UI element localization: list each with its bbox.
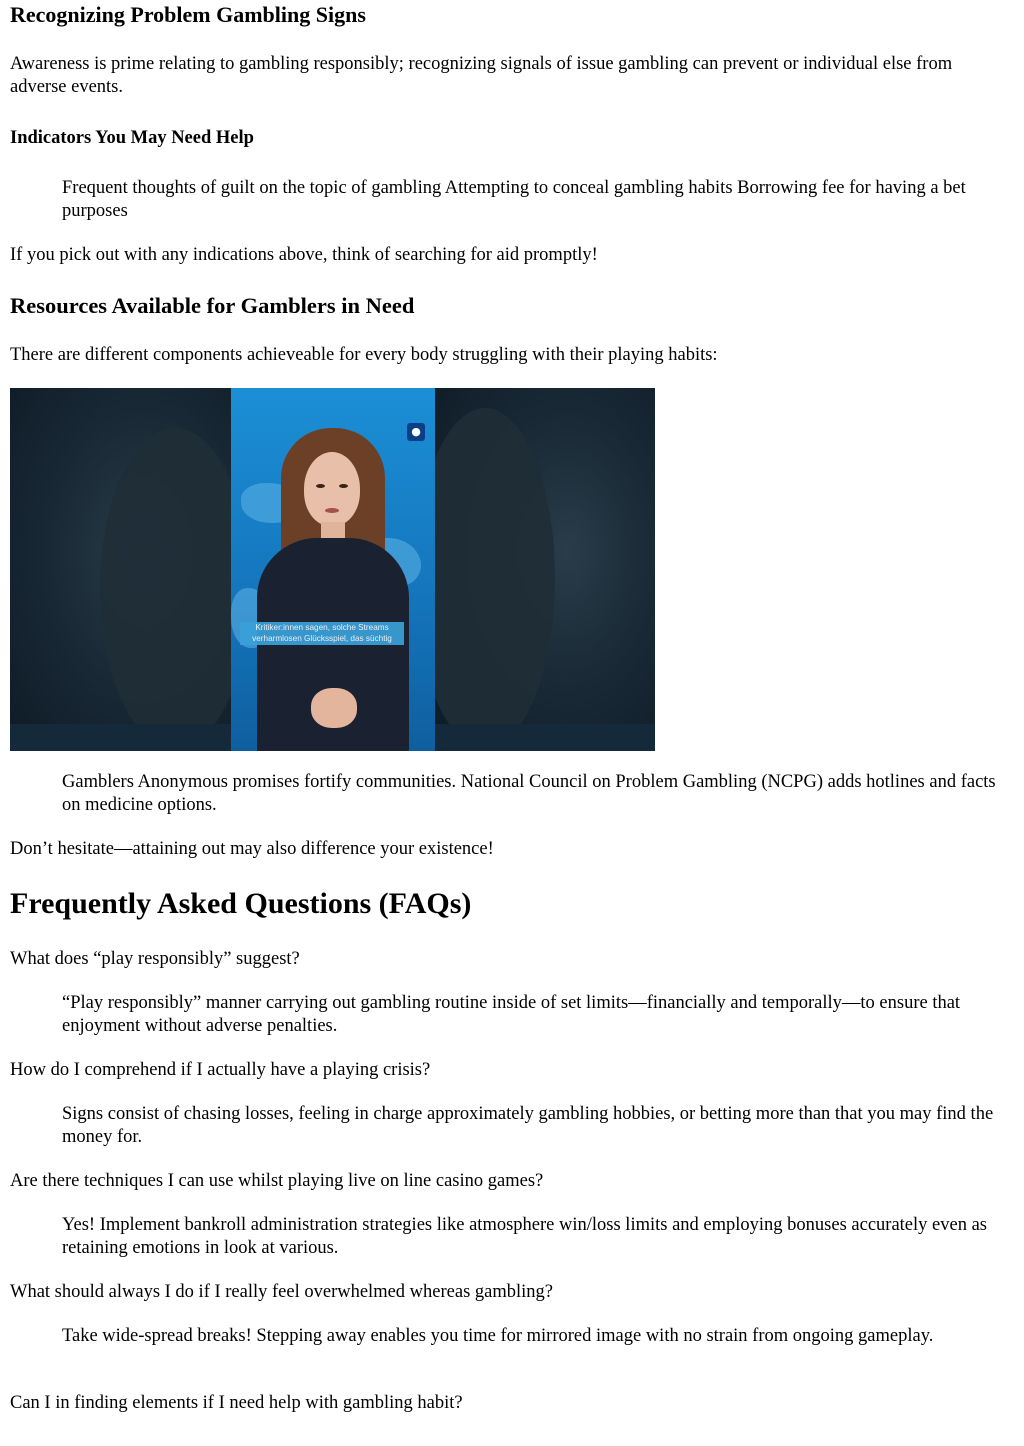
faq-question-1: What does “play responsibly” suggest? — [10, 949, 300, 969]
news-channel-logo-icon: ● — [407, 423, 425, 441]
section-title-resources: Resources Available for Gamblers in Need — [10, 293, 415, 318]
faq-answer-4: Take wide-spread breaks! Stepping away enables you time for mirrored image with no strain from ongoing gameplay. — [62, 1326, 934, 1346]
news-presenter-frame — [231, 388, 435, 751]
faq-question-3: Are there techniques I can use whilst playing live on line casino games? — [10, 1171, 544, 1191]
subtitle-line-2: verharmlosen Glücksspiel, das süchtig — [252, 633, 392, 643]
faq-question-5: Can I in finding elements if I need help with gambling habit? — [10, 1393, 463, 1413]
faq-answer-2: Signs consist of chasing losses, feeling in charge approximately gambling hobbies, or betting more than that you may find the money for. — [62, 1104, 994, 1147]
resources-list: Gamblers Anonymous promises fortify communities. National Council on Problem Gambling (NCPG) adds hotlines and facts on medicine options. — [62, 772, 996, 815]
faq-title: Frequently Asked Questions (FAQs) — [10, 887, 472, 920]
section-title-indicators: Indicators You May Need Help — [10, 128, 254, 148]
subtitle-line-1: Kritiker:innen sagen, solche Streams — [255, 623, 389, 632]
resources-followup: Don’t hesitate—attaining out may also difference your existence! — [10, 839, 494, 859]
section-title-problem-gambling: Recognizing Problem Gambling Signs — [10, 2, 366, 27]
faq-answer-3: Yes! Implement bankroll administration strategies like atmosphere win/loss limits and employing bonuses accurately even as retaining emotions in look at various. — [62, 1215, 987, 1258]
faq-question-4: What should always I do if I really feel overwhelmed whereas gambling? — [10, 1282, 553, 1302]
faq-answer-1: “Play responsibly” manner carrying out gambling routine inside of set limits—financially and temporally—to ensure that enjoyment without adverse penalties. — [62, 993, 961, 1036]
indicators-list: Frequent thoughts of guilt on the topic of gambling Attempting to conceal gambling habits Borrowing fee for having a bet purposes — [62, 178, 966, 221]
faq-question-2: How do I comprehend if I actually have a playing crisis? — [10, 1060, 431, 1080]
indicators-followup: If you pick out with any indications above, think of searching for aid promptly! — [10, 245, 598, 265]
blurred-background-right — [435, 388, 655, 751]
news-video-image — [10, 388, 655, 751]
resources-intro: There are different components achieveable for every body struggling with their playing habits: — [10, 345, 718, 365]
intro-paragraph: Awareness is prime relating to gambling responsibly; recognizing signals of issue gambling can prevent or individual else from adverse events. — [10, 54, 953, 97]
video-subtitle — [240, 622, 404, 645]
blurred-background-left — [10, 388, 231, 751]
